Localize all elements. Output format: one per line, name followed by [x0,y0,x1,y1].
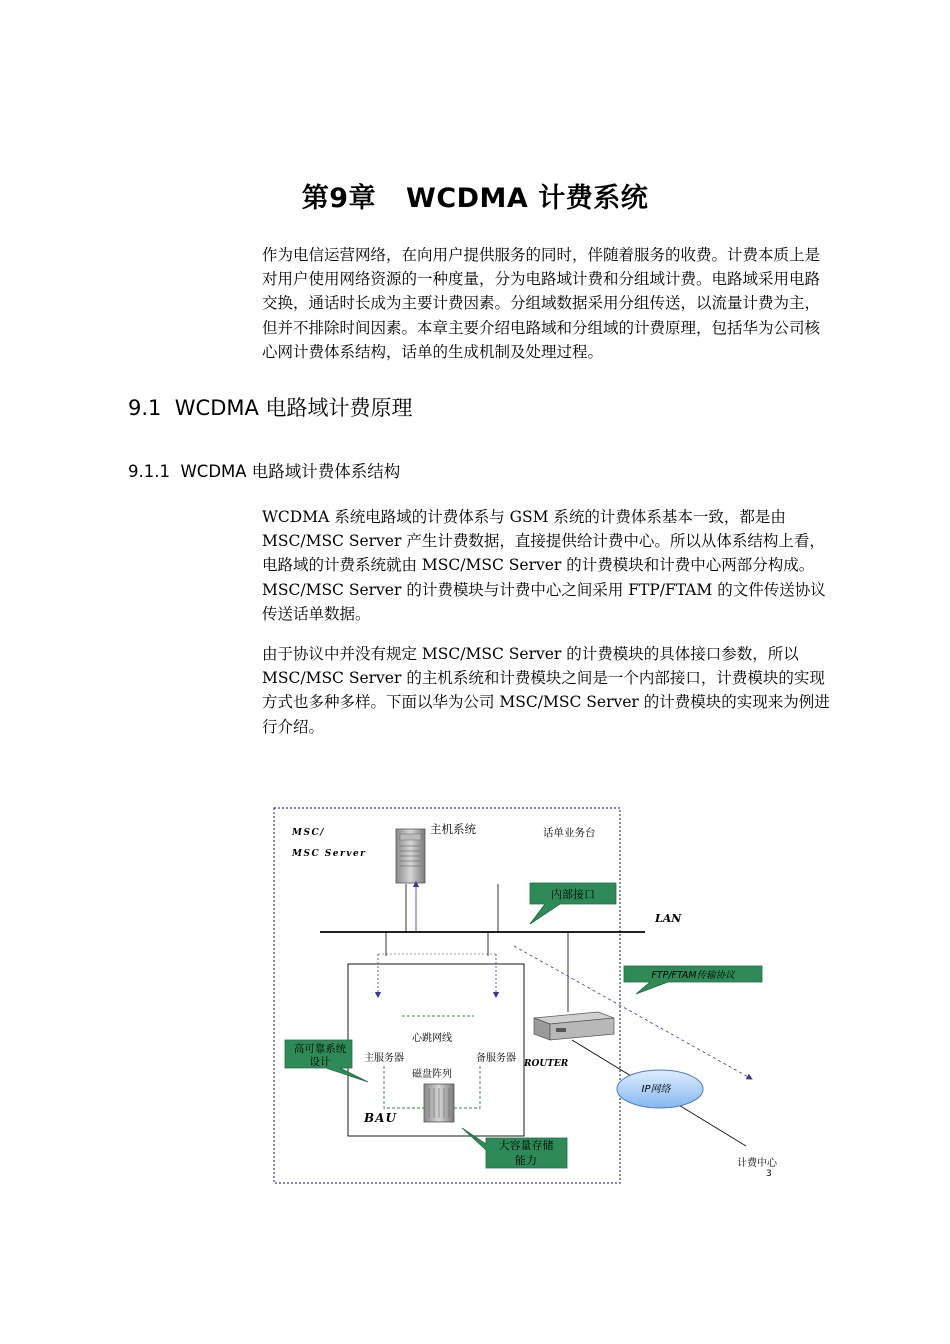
msc-label-line1: MSC/ [292,828,325,838]
router-icon [534,1012,614,1040]
section-title: WCDMA 电路域计费原理 [174,396,413,420]
chapter-name: WCDMA 计费系统 [406,183,649,214]
backup-server-label: 备服务器 [476,1053,516,1064]
internal-interface-label: 内部接口 [551,888,595,901]
ip-network-label: IP网络 [641,1084,671,1095]
router-label: ROUTER [524,1059,569,1069]
disk-array-label: 磁盘阵列 [412,1069,452,1080]
subsection-number: 9.1.1 [128,462,170,481]
billing-center-label: 计费中心 [737,1158,777,1169]
bau-label: BAU [364,1111,397,1125]
body-paragraph-1: WCDMA 系统电路域的计费体系与 GSM 系统的计费体系基本一致，都是由 MSC/MSC Server 产生计费数据，直接提供给计费中心。所以从体系结构上看，电路域的计费系统就由 MSC/MSC Server 的计费模块和计费中心两部分构成。MSC/MSC Server 的计费模块与计费中心之间采用 FTP/FTAM 的文件传送协议传送话单数据。 [262,508,826,623]
high-reliability-line2: 设计 [309,1056,331,1068]
intro-paragraph: 作为电信运营网络，在向用户提供服务的同时，伴随着服务的收费。计费本质上是对用户使用网络资源的一种度量，分为电路域计费和分组域计费。电路域采用电路交换，通话时长成为主要计费因素。分组域数据采用分组传送，以流量计费为主，但并不排除时间因素。本章主要介绍电路域和分组域的计费原理，包括华为公司核心网计费体系结构，话单的生成机制及处理过程。 [262,246,821,361]
host-system-label: 主机系统 [430,822,476,836]
slide-number: 3 [766,1169,772,1179]
large-storage-line2: 能力 [515,1154,537,1167]
section-number: 9.1 [128,396,162,420]
subsection-title: WCDMA 电路域计费体系结构 [180,462,401,481]
primary-server-label: 主服务器 [364,1053,404,1064]
high-reliability-line1: 高可靠系统 [293,1043,347,1055]
disk-array-icon [424,1084,454,1122]
heartbeat-label: 心跳网线 [412,1033,452,1044]
chapter-number: 第9章 [301,183,377,214]
large-storage-line1: 大容量存储 [498,1139,554,1152]
body-paragraph-2: 由于协议中并没有规定 MSC/MSC Server 的计费模块的具体接口参数，所以 MSC/MSC Server 的主机系统和计费模块之间是一个内部接口，计费模块的实现方式也多种多样。下面以华为公司 MSC/MSC Server 的计费模块的实现来为例进行介绍。 [262,645,830,736]
lan-label: LAN [655,912,682,925]
msc-label-line2: MSC Server [292,849,367,859]
host-system-server-icon [396,829,425,883]
ftp-protocol-label: FTP/FTAM传输协议 [651,970,735,981]
bill-terminal-label: 话单业务台 [543,827,596,839]
